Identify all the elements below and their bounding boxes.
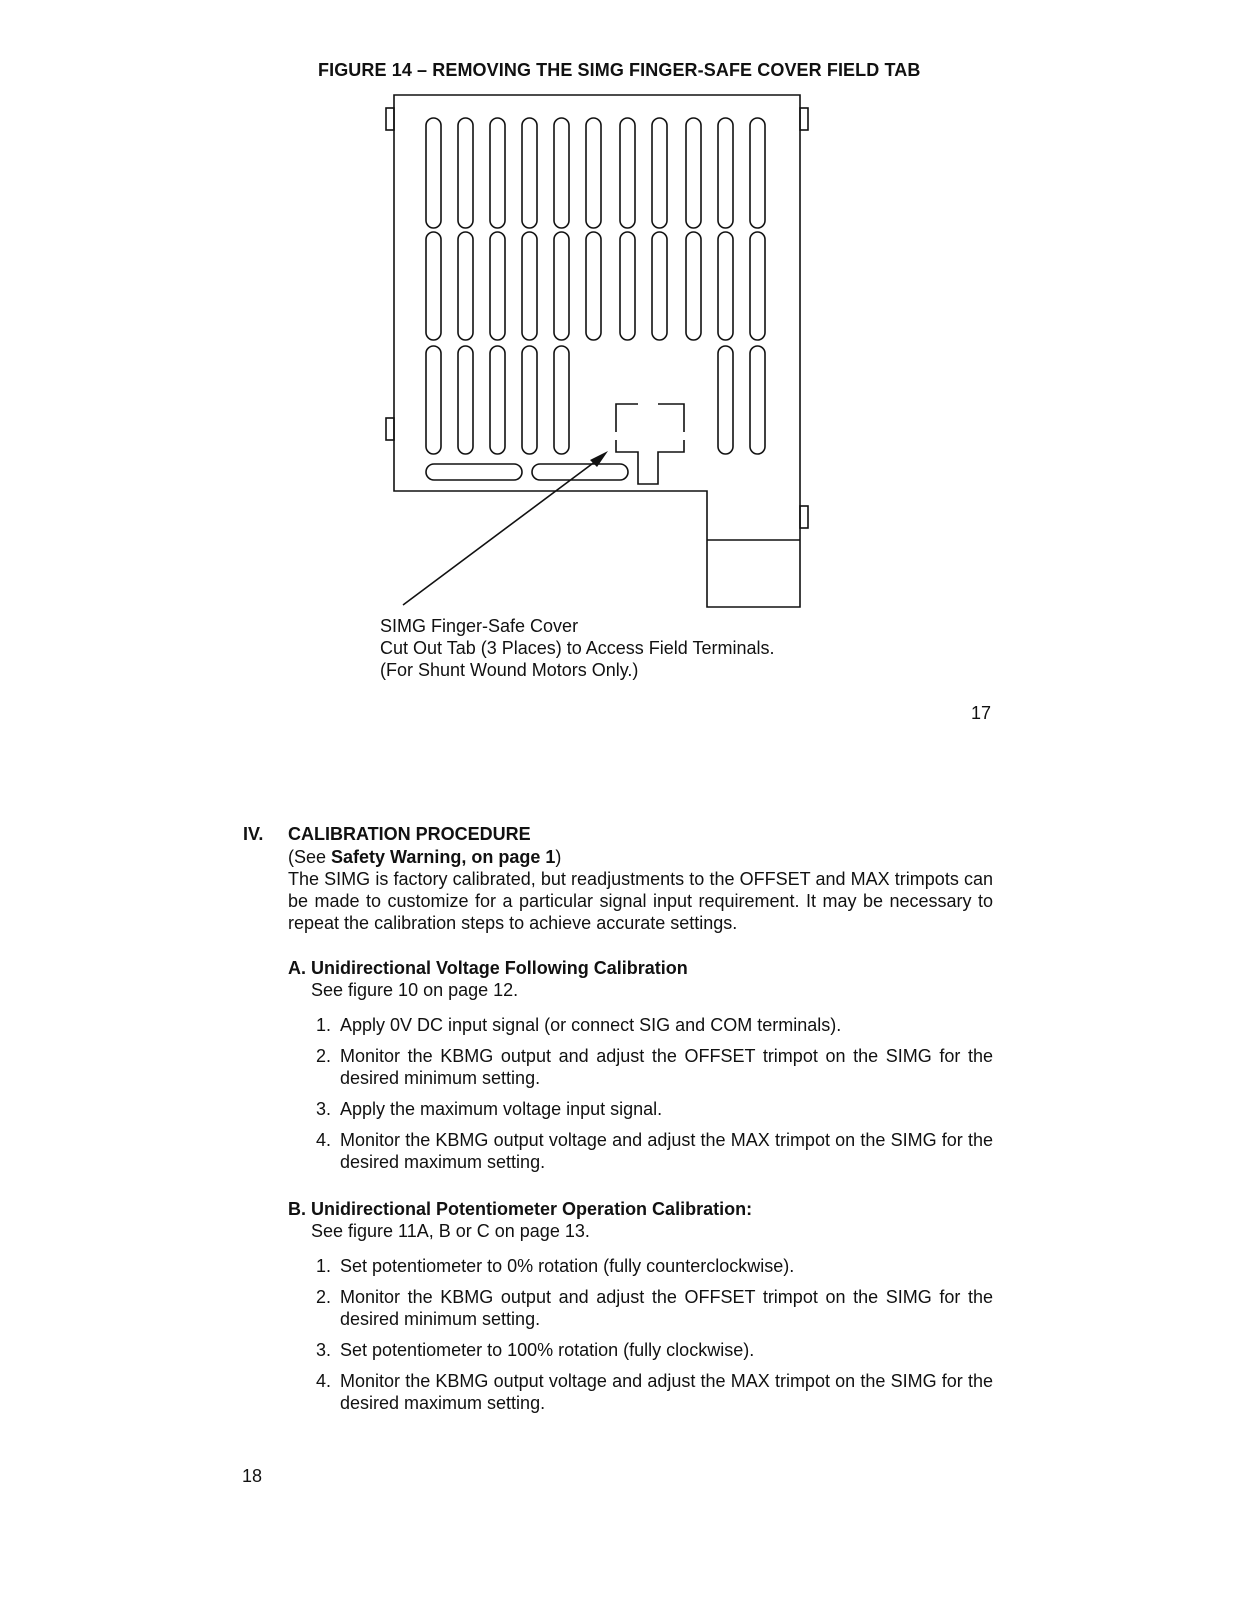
- vent-slot: [426, 232, 441, 340]
- list-item: [316, 1014, 993, 1036]
- cover-outline: [394, 95, 800, 607]
- step-text: Monitor the KBMG output and adjust the OFFSET trimpot on the SIMG for the desired minimum setting.: [340, 1287, 993, 1329]
- cut-out-tab-outer: [616, 404, 684, 432]
- subsection-a-title: Unidirectional Voltage Following Calibration: [311, 958, 688, 978]
- caption-line-2: Cut Out Tab (3 Places) to Access Field Terminals.: [380, 638, 775, 658]
- vent-slot: [522, 346, 537, 454]
- step-number: 4.: [316, 1371, 332, 1391]
- subsection-b: [288, 1198, 993, 1242]
- section-number: IV.: [243, 824, 264, 844]
- vent-slot: [554, 346, 569, 454]
- list-item: [316, 1045, 993, 1089]
- clip-right-bottom: [800, 506, 808, 528]
- step-number: 2.: [316, 1046, 332, 1066]
- list-item: [316, 1339, 993, 1361]
- intro-paragraph: The SIMG is factory calibrated, but readjustments to the OFFSET and MAX trimpots can be made to customize for a particular signal input requirement. It may be necessary to repeat the calibration steps to achieve accurate settings.: [288, 869, 993, 933]
- vent-slot: [458, 118, 473, 228]
- vent-slot: [458, 346, 473, 454]
- figure-title: FIGURE 14 – REMOVING THE SIMG FINGER-SAFE COVER FIELD TAB: [318, 60, 921, 80]
- list-item: [316, 1370, 993, 1414]
- caption-line-3: (For Shunt Wound Motors Only.): [380, 660, 639, 680]
- step-text: Monitor the KBMG output and adjust the OFFSET trimpot on the SIMG for the desired minimum setting.: [340, 1046, 993, 1088]
- list-item: [316, 1098, 993, 1120]
- vent-slot: [686, 118, 701, 228]
- vent-slot: [718, 232, 733, 340]
- section-title: CALIBRATION PROCEDURE: [288, 824, 531, 844]
- vent-slot: [718, 118, 733, 228]
- vent-slot: [586, 118, 601, 228]
- step-number: 2.: [316, 1287, 332, 1307]
- safety-ref-suffix: ): [555, 847, 562, 867]
- list-item: [316, 1255, 993, 1277]
- vent-slot: [554, 232, 569, 340]
- step-text: Apply 0V DC input signal (or connect SIG and COM terminals).: [340, 1015, 842, 1035]
- vent-slot: [490, 118, 505, 228]
- vent-slot: [750, 232, 765, 340]
- vent-slot: [426, 118, 441, 228]
- subsection-a-letter: A.: [288, 958, 306, 978]
- step-text: Monitor the KBMG output voltage and adjust the MAX trimpot on the SIMG for the desired maximum setting.: [340, 1130, 993, 1172]
- subsection-a: [288, 957, 993, 1001]
- vent-slot: [750, 118, 765, 228]
- step-text: Set potentiometer to 0% rotation (fully counterclockwise).: [340, 1256, 795, 1276]
- page-number-18: 18: [242, 1466, 263, 1486]
- clip-left-bottom: [386, 418, 394, 440]
- vent-slot: [620, 232, 635, 340]
- vent-slot: [750, 346, 765, 454]
- figure-caption: [380, 615, 775, 681]
- step-number: 3.: [316, 1099, 332, 1119]
- step-number: 1.: [316, 1256, 332, 1276]
- vent-slot: [586, 232, 601, 340]
- vent-slot: [426, 346, 441, 454]
- subsection-a-steps: [316, 1014, 993, 1182]
- vent-slot: [458, 232, 473, 340]
- list-item: [316, 1129, 993, 1173]
- subsection-b-title: Unidirectional Potentiometer Operation Calibration:: [311, 1199, 753, 1219]
- safety-ref-prefix: (See: [288, 847, 332, 867]
- step-text: Apply the maximum voltage input signal.: [340, 1099, 663, 1119]
- clip-right-top: [800, 108, 808, 130]
- subsection-b-steps: [316, 1255, 993, 1423]
- step-text: Monitor the KBMG output voltage and adjust the MAX trimpot on the SIMG for the desired maximum setting.: [340, 1371, 993, 1413]
- clip-left-top: [386, 108, 394, 130]
- subsection-b-see: See figure 11A, B or C on page 13.: [311, 1221, 590, 1241]
- finger-safe-cover-diagram: [380, 88, 820, 618]
- step-number: 3.: [316, 1340, 332, 1360]
- safety-ref-link: Safety Warning, on page 1: [331, 847, 556, 867]
- safety-reference: [288, 846, 993, 868]
- vent-slot: [490, 232, 505, 340]
- page-number-17: 17: [971, 703, 992, 723]
- vent-slot: [686, 232, 701, 340]
- vent-slot: [718, 346, 733, 454]
- step-number: 1.: [316, 1015, 332, 1035]
- step-number: 4.: [316, 1130, 332, 1150]
- vent-slot: [522, 118, 537, 228]
- subsection-a-see: See figure 10 on page 12.: [311, 980, 519, 1000]
- vent-slot: [652, 232, 667, 340]
- vent-slots: [426, 118, 765, 454]
- list-item: [316, 1286, 993, 1330]
- vent-slot: [652, 118, 667, 228]
- vent-slot: [554, 118, 569, 228]
- vent-slot: [490, 346, 505, 454]
- subsection-b-letter: B.: [288, 1199, 306, 1219]
- horizontal-slot-left: [426, 464, 522, 480]
- step-text: Set potentiometer to 100% rotation (fully clockwise).: [340, 1340, 755, 1360]
- vent-slot: [620, 118, 635, 228]
- vent-slot: [522, 232, 537, 340]
- caption-line-1: SIMG Finger-Safe Cover: [380, 616, 579, 636]
